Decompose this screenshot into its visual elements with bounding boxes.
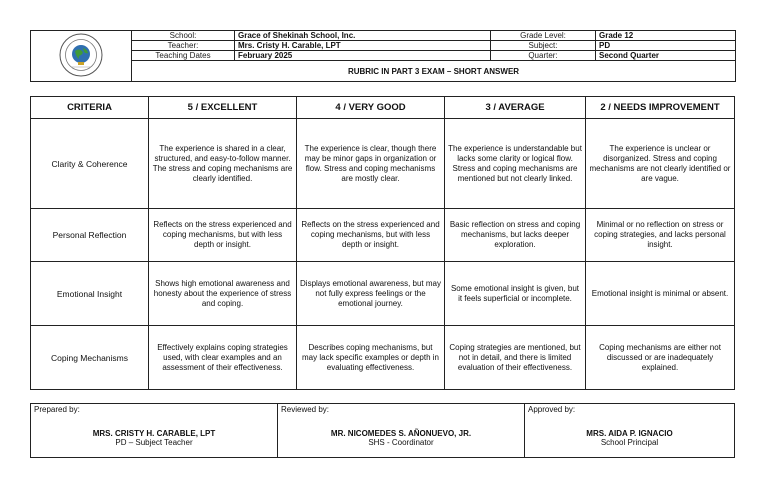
quarter-value: Second Quarter	[596, 51, 736, 61]
criteria-cell: Personal Reflection	[31, 209, 149, 262]
very-good-cell: Displays emotional awareness, but may not fully express feelings or the emotional journey.	[297, 262, 445, 326]
subject-value: PD	[596, 41, 736, 51]
table-row	[31, 119, 735, 209]
excellent-cell: The experience is shared in a clear, structured, and easy-to-follow manner. The stress and coping mechanisms are clearly identified.	[149, 119, 297, 209]
grade-value: Grade 12	[596, 31, 736, 41]
needs-improvement-cell: The experience is unclear or disorganized. Stress and coping mechanisms are not clearly identified or are vague.	[586, 119, 735, 209]
reviewed-by-block	[278, 404, 525, 458]
reviewed-by-label: Reviewed by:	[281, 405, 330, 414]
very-good-cell: Reflects on the stress experienced and coping mechanisms, but with less depth or insight.	[297, 209, 445, 262]
criteria-cell: Coping Mechanisms	[31, 326, 149, 390]
excellent-cell: Shows high emotional awareness and honesty about the experience of stress and coping.	[149, 262, 297, 326]
criteria-cell: Emotional Insight	[31, 262, 149, 326]
school-seal-icon	[59, 33, 103, 77]
prepared-by-name: MRS. CRISTY H. CARABLE, LPT	[92, 429, 216, 438]
prepared-by-role: PD – Subject Teacher	[115, 438, 193, 447]
average-cell: Basic reflection on stress and coping mechanisms, but lacks deeper exploration.	[445, 209, 586, 262]
col-header-excellent: 5 / EXCELLENT	[149, 97, 297, 119]
reviewed-by-role: SHS - Coordinator	[368, 438, 434, 447]
table-row	[31, 262, 735, 326]
col-header-average: 3 / AVERAGE	[445, 97, 586, 119]
subject-label: Subject:	[491, 41, 596, 51]
very-good-cell: Describes coping mechanisms, but may lack specific examples or depth in evaluating effectiveness.	[297, 326, 445, 390]
school-logo-cell	[31, 31, 132, 82]
rubric-table	[30, 96, 735, 390]
approved-by-name: MRS. AIDA P. IGNACIO	[586, 429, 673, 438]
criteria-cell: Clarity & Coherence	[31, 119, 149, 209]
approved-by-label: Approved by:	[528, 405, 576, 414]
average-cell: The experience is understandable but lacks some clarity or logical flow. Stress and coping mechanisms are mentioned but not clearly linked.	[445, 119, 586, 209]
reviewed-by-name: MR. NICOMEDES S. AÑONUEVO, JR.	[330, 429, 472, 438]
needs-improvement-cell: Minimal or no reflection on stress or coping strategies, and lacks personal insight.	[586, 209, 735, 262]
dates-label: Teaching Dates	[132, 51, 235, 61]
teacher-value: Mrs. Cristy H. Carable, LPT	[235, 41, 491, 51]
average-cell: Some emotional insight is given, but it feels superficial or incomplete.	[445, 262, 586, 326]
prepared-by-label: Prepared by:	[34, 405, 80, 414]
excellent-cell: Reflects on the stress experienced and coping mechanisms, but with less depth or insight.	[149, 209, 297, 262]
very-good-cell: The experience is clear, though there may be minor gaps in organization or flow. Stress and coping mechanisms are mostly clear.	[297, 119, 445, 209]
rubric-title: RUBRIC IN PART 3 EXAM – SHORT ANSWER	[132, 61, 736, 82]
header-table	[30, 30, 736, 82]
prepared-by-block	[31, 404, 278, 458]
table-row	[31, 326, 735, 390]
grade-label: Grade Level:	[491, 31, 596, 41]
needs-improvement-cell: Emotional insight is minimal or absent.	[586, 262, 735, 326]
excellent-cell: Effectively explains coping strategies used, with clear examples and an assessment of their effectiveness.	[149, 326, 297, 390]
dates-value: February 2025	[235, 51, 491, 61]
table-row	[31, 209, 735, 262]
signature-table	[30, 403, 735, 458]
average-cell: Coping strategies are mentioned, but not in detail, and there is limited evaluation of their effectiveness.	[445, 326, 586, 390]
school-label: School:	[132, 31, 235, 41]
col-header-needs-improvement: 2 / NEEDS IMPROVEMENT	[586, 97, 735, 119]
needs-improvement-cell: Coping mechanisms are either not discussed or are inadequately explained.	[586, 326, 735, 390]
teacher-label: Teacher:	[132, 41, 235, 51]
approved-by-block	[525, 404, 735, 458]
school-value: Grace of Shekinah School, Inc.	[235, 31, 491, 41]
rubric-header-row	[31, 97, 735, 119]
col-header-criteria: CRITERIA	[31, 97, 149, 119]
col-header-very-good: 4 / VERY GOOD	[297, 97, 445, 119]
approved-by-role: School Principal	[600, 438, 659, 447]
quarter-label: Quarter:	[491, 51, 596, 61]
